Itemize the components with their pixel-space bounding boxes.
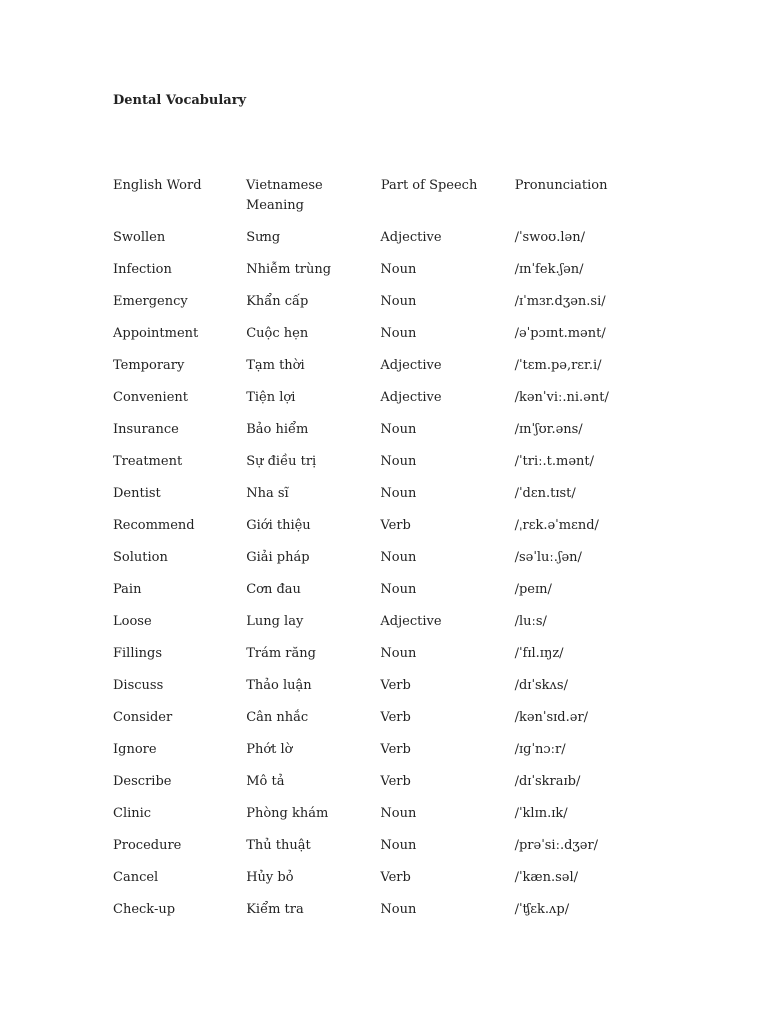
table-row <box>113 612 633 644</box>
table-row <box>113 676 633 708</box>
vietnamese-meaning-cell: Kiểm tra <box>246 902 304 917</box>
table-row <box>113 740 633 772</box>
vietnamese-meaning-cell: Cân nhắc <box>246 710 309 725</box>
pronunciation-cell: /ˈtɛm.pə,rɛr.i/ <box>514 358 602 373</box>
table-row <box>113 836 633 868</box>
part-of-speech-cell: Noun <box>380 326 417 341</box>
part-of-speech-cell: Verb <box>380 774 411 789</box>
vietnamese-meaning-cell: Phòng khám <box>246 806 329 821</box>
part-of-speech-cell: Verb <box>380 518 411 533</box>
part-of-speech-cell: Adjective <box>380 358 442 373</box>
vietnamese-meaning-cell: Nha sĩ <box>246 486 289 501</box>
vietnamese-meaning-cell: Cuộc hẹn <box>246 326 309 341</box>
vietnamese-meaning-cell: Thảo luận <box>246 678 312 693</box>
vietnamese-meaning-cell: Sự điều trị <box>246 454 317 469</box>
english-word-cell: Appointment <box>113 326 199 341</box>
pronunciation-cell: /ɪˈmɜr.dʒən.si/ <box>514 294 606 309</box>
part-of-speech-cell: Verb <box>380 678 411 693</box>
table-row <box>113 708 633 740</box>
english-word-cell: Emergency <box>113 294 188 309</box>
part-of-speech-cell: Verb <box>380 870 411 885</box>
table-body <box>113 228 633 932</box>
vietnamese-meaning-cell: Tiện lợi <box>246 390 296 405</box>
table-row <box>113 324 633 356</box>
header-pronunciation: Pronunciation <box>514 178 608 193</box>
vietnamese-meaning-cell: Giới thiệu <box>246 518 311 533</box>
table-row <box>113 868 633 900</box>
part-of-speech-cell: Verb <box>380 710 411 725</box>
vietnamese-meaning-cell: Lung lay <box>246 614 304 629</box>
pronunciation-cell: /ˈkæn.səl/ <box>514 870 579 885</box>
english-word-cell: Consider <box>113 710 173 725</box>
pronunciation-cell: /ˌrɛk.əˈmɛnd/ <box>514 518 599 533</box>
pronunciation-cell: /ɪɡˈnɔːr/ <box>514 742 566 757</box>
vietnamese-meaning-cell: Cơn đau <box>246 582 301 597</box>
pronunciation-cell: /ˈklɪn.ɪk/ <box>514 806 568 821</box>
table-row <box>113 516 633 548</box>
vietnamese-meaning-cell: Nhiễm trùng <box>246 262 332 277</box>
vietnamese-meaning-cell: Bảo hiểm <box>246 422 309 437</box>
part-of-speech-cell: Adjective <box>380 390 442 405</box>
english-word-cell: Cancel <box>113 870 159 885</box>
pronunciation-cell: /luːs/ <box>514 614 547 629</box>
part-of-speech-cell: Noun <box>380 902 417 917</box>
vietnamese-meaning-cell: Sưng <box>246 230 281 245</box>
pronunciation-cell: /prəˈsiː.dʒər/ <box>514 838 599 853</box>
english-word-cell: Temporary <box>113 358 185 373</box>
vietnamese-meaning-cell: Mô tả <box>246 774 285 789</box>
english-word-cell: Convenient <box>113 390 189 405</box>
english-word-cell: Ignore <box>113 742 157 757</box>
part-of-speech-cell: Noun <box>380 422 417 437</box>
english-word-cell: Solution <box>113 550 168 565</box>
english-word-cell: Procedure <box>113 838 182 853</box>
part-of-speech-cell: Noun <box>380 262 417 277</box>
table-row <box>113 548 633 580</box>
table-row <box>113 228 633 260</box>
table-row <box>113 452 633 484</box>
pronunciation-cell: /kənˈviː.ni.ənt/ <box>514 390 609 405</box>
english-word-cell: Recommend <box>113 518 195 533</box>
english-word-cell: Insurance <box>113 422 179 437</box>
english-word-cell: Clinic <box>113 806 152 821</box>
pronunciation-cell: /ˈswoʊ.lən/ <box>514 230 585 245</box>
english-word-cell: Loose <box>113 614 152 629</box>
pronunciation-cell: /səˈluː.ʃən/ <box>514 550 582 565</box>
pronunciation-cell: /ˈfɪl.ɪŋz/ <box>514 646 564 661</box>
table-row <box>113 804 633 836</box>
vietnamese-meaning-cell: Tạm thời <box>246 358 305 373</box>
table-row <box>113 356 633 388</box>
part-of-speech-cell: Noun <box>380 646 417 661</box>
english-word-cell: Check-up <box>113 902 176 917</box>
part-of-speech-cell: Noun <box>380 838 417 853</box>
table-row <box>113 420 633 452</box>
pronunciation-cell: /dɪˈskraɪb/ <box>514 774 581 789</box>
english-word-cell: Discuss <box>113 678 164 693</box>
part-of-speech-cell: Adjective <box>380 230 442 245</box>
pronunciation-cell: /ɪnˈfek.ʃən/ <box>514 262 584 277</box>
english-word-cell: Swollen <box>113 230 166 245</box>
vietnamese-meaning-cell: Khẩn cấp <box>246 294 309 309</box>
part-of-speech-cell: Adjective <box>380 614 442 629</box>
part-of-speech-cell: Noun <box>380 582 417 597</box>
vietnamese-meaning-cell: Thủ thuật <box>246 838 311 853</box>
vietnamese-meaning-cell: Trám răng <box>246 646 316 661</box>
part-of-speech-cell: Noun <box>380 294 417 309</box>
english-word-cell: Treatment <box>113 454 183 469</box>
pronunciation-cell: /kənˈsɪd.ər/ <box>514 710 589 725</box>
header-english-word: English Word <box>113 178 202 193</box>
table-row <box>113 292 633 324</box>
pronunciation-cell: /dɪˈskʌs/ <box>514 678 568 693</box>
pronunciation-cell: /peɪn/ <box>514 582 552 597</box>
part-of-speech-cell: Noun <box>380 550 417 565</box>
vocabulary-table <box>113 176 633 932</box>
pronunciation-cell: /ˈʧɛk.ʌp/ <box>514 902 570 917</box>
vietnamese-meaning-cell: Hủy bỏ <box>246 870 294 885</box>
table-row <box>113 772 633 804</box>
table-row <box>113 484 633 516</box>
table-row <box>113 644 633 676</box>
table-row <box>113 260 633 292</box>
pronunciation-cell: /ˈtriː.t.mənt/ <box>514 454 594 469</box>
english-word-cell: Pain <box>113 582 142 597</box>
vietnamese-meaning-cell: Giải pháp <box>246 550 310 565</box>
table-header-row <box>113 176 633 228</box>
pronunciation-cell: /ˈdɛn.tɪst/ <box>514 486 576 501</box>
part-of-speech-cell: Noun <box>380 486 417 501</box>
table-row <box>113 388 633 420</box>
part-of-speech-cell: Noun <box>380 806 417 821</box>
part-of-speech-cell: Verb <box>380 742 411 757</box>
part-of-speech-cell: Noun <box>380 454 417 469</box>
english-word-cell: Describe <box>113 774 172 789</box>
pronunciation-cell: /ɪnˈʃʊr.əns/ <box>514 422 583 437</box>
english-word-cell: Infection <box>113 262 172 277</box>
table-row <box>113 580 633 612</box>
table-row <box>113 900 633 932</box>
document-title: Dental Vocabulary <box>113 93 247 108</box>
pronunciation-cell: /əˈpɔɪnt.mənt/ <box>514 326 606 341</box>
english-word-cell: Fillings <box>113 646 163 661</box>
vietnamese-meaning-cell: Phớt lờ <box>246 742 293 757</box>
english-word-cell: Dentist <box>113 486 161 501</box>
header-vietnamese-meaning: Vietnamese Meaning <box>246 178 323 213</box>
header-part-of-speech: Part of Speech <box>380 178 478 193</box>
